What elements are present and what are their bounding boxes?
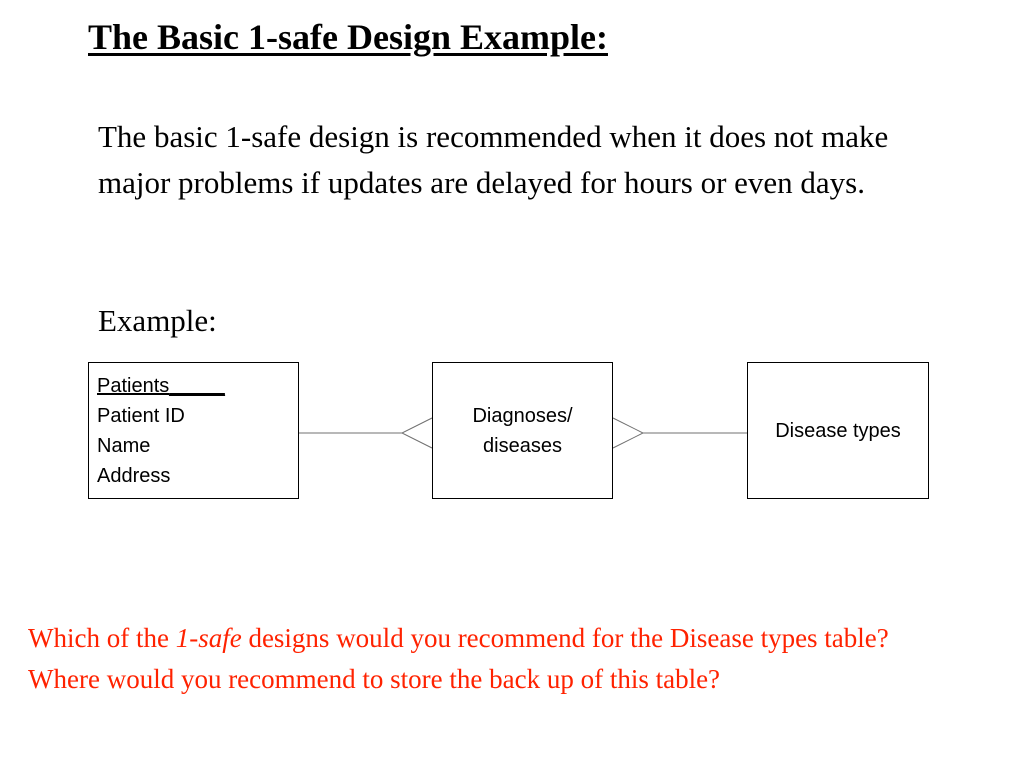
patients-entity-heading [97,371,298,401]
example-label: Example: [98,303,217,338]
question-line-2: Where would you recommend to store the back up of this table? [28,664,721,694]
disease-types-entity-label: Disease types [775,419,901,442]
crows-foot-many-left [402,418,432,448]
patients-attribute-id: Patient ID [97,405,185,427]
crows-foot-many-right [613,418,643,448]
question-text [28,618,988,700]
patients-diagnoses-relationship [299,418,432,448]
question-line-1 [28,618,988,659]
disease-types-entity-box [747,362,929,499]
slide-title: The Basic 1-safe Design Example: [88,17,608,57]
patients-heading-underline: _____ [169,375,225,397]
question-part2: designs would you recommend for the Disease types table? [241,623,889,653]
patients-attribute-name: Name [97,435,151,457]
patients-attribute-address: Address [97,465,171,487]
disease-types-diagnoses-relationship [613,418,747,448]
question-emphasis: 1-safe [175,623,242,653]
diagnoses-label-line2: diseases [483,434,562,457]
diagnoses-label-line1: Diagnoses/ [472,404,573,427]
diagnoses-entity-label [472,401,572,461]
question-part1: Which of the [28,623,176,653]
patients-heading-text: Patients [97,375,170,397]
patients-entity-box [88,362,299,499]
diagnoses-entity-box [432,362,613,499]
intro-text: The basic 1-safe design is recommended when it does not make major problems if updates are delayed for hours or even days. [98,119,889,200]
